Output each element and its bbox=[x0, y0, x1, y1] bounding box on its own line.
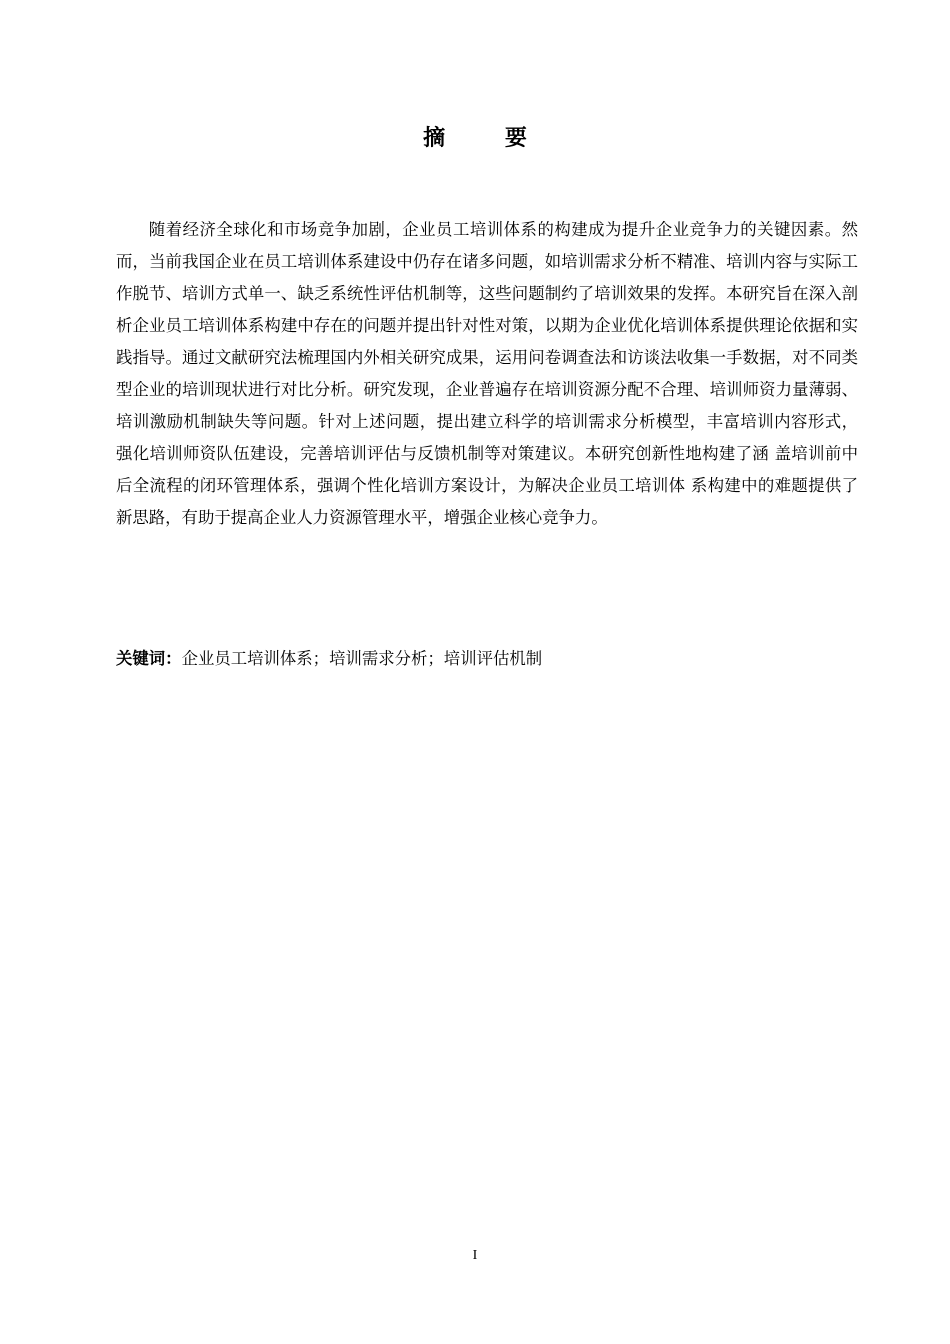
abstract-body: 随着经济全球化和市场竞争加剧，企业员工培训体系的构建成为提升企业竞争力的关键因素。然而，当前我国企业在员工培训体系建设中仍存在诸多问题，如培训需求分析不精准、培训内容与实际工作脱节、培训方式单一、缺乏系统性评估机制等，这些问题制约了培训效果的发挥。本研究旨在深入剖析企业员工培训体系构建中存在的问题并提出针对性对策，以期为企业优化培训体系提供理论依据和实践指导。通过文献研究法梳理国内外相关研究成果，运用问卷调查法和访谈法收集一手数据，对不同类型企业的培训现状进行对比分析。研究发现，企业普遍存在培训资源分配不合理、培训师资力量薄弱、培训激励机制缺失等问题。针对上述问题，提出建立科学的培训需求分析模型，丰富培训内容形式， 强化培训师资队伍建设，完善培训评估与反馈机制等对策建议。本研究创新性地构建了涵 盖培训前中后全流程的闭环管理体系，强调个性化培训方案设计，为解决企业员工培训体 系构建中的难题提供了新思路，有助于提高企业人力资源管理水平，增强企业核心竞争力。 bbox=[116, 220, 858, 527]
keywords-text: 企业员工培训体系；培训需求分析；培训评估机制 bbox=[181, 649, 543, 668]
keywords-line bbox=[116, 644, 858, 674]
keywords-label: 关键词： bbox=[116, 649, 182, 668]
page-number: I bbox=[472, 1248, 478, 1263]
abstract-title: 摘 要 bbox=[423, 126, 553, 151]
